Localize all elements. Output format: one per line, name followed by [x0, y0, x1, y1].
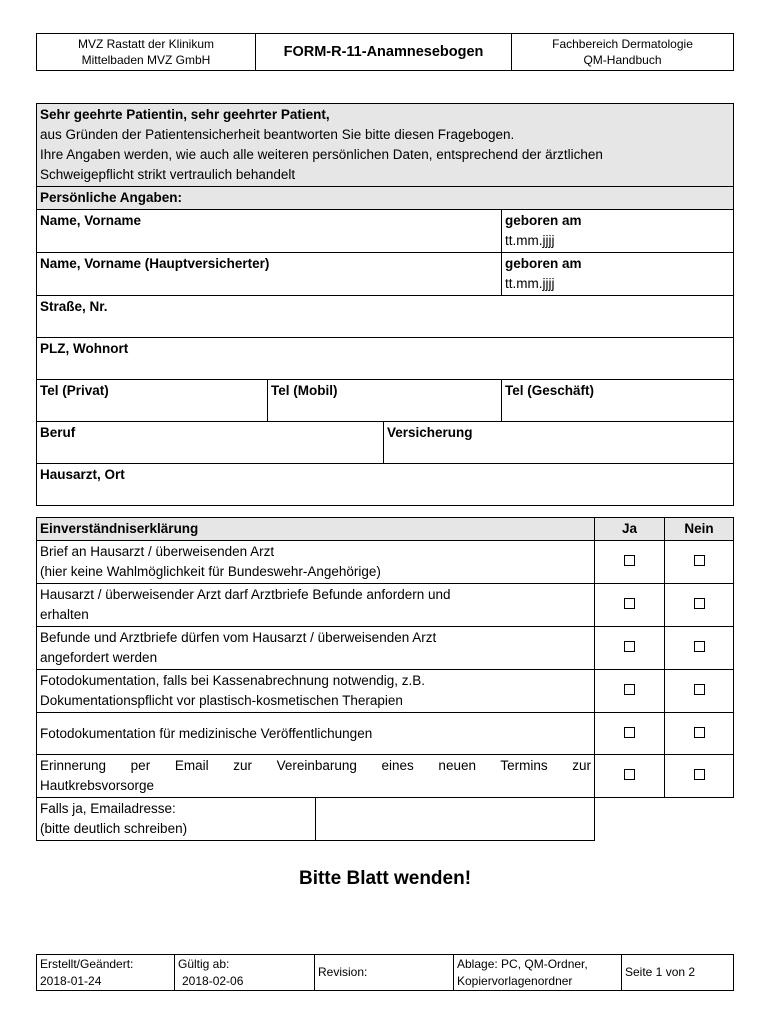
job-field[interactable]: Beruf	[37, 422, 384, 464]
no-checkbox[interactable]	[694, 684, 705, 695]
intro-text: Sehr geehrte Patientin, sehr geehrter Patient, aus Gründen der Patientensicherheit beantworten Sie bitte diesen Fragebogen. Ihre Angaben werden, wie auch alle weiteren persönlichen Daten, entsprechend der ärztlichen Schweigepflicht strikt vertraulich behandelt	[37, 104, 734, 187]
department: Fachbereich Dermatologie QM-Handbuch	[512, 34, 734, 71]
email-field[interactable]	[316, 798, 595, 841]
yes-checkbox[interactable]	[624, 727, 635, 738]
city-field[interactable]: PLZ, Wohnort	[37, 338, 734, 380]
no-checkbox[interactable]	[694, 727, 705, 738]
yes-checkbox[interactable]	[624, 684, 635, 695]
email-label: Falls ja, Emailadresse: (bitte deutlich schreiben)	[37, 798, 316, 841]
insurance-field[interactable]: Versicherung	[384, 422, 734, 464]
consent-item: Befunde und Arztbriefe dürfen vom Hausarzt / überweisenden Arzt angefordert werden	[37, 627, 595, 670]
gp-field[interactable]: Hausarzt, Ort	[37, 464, 734, 506]
revision-cell: Revision:	[315, 955, 454, 991]
consent-item: Brief an Hausarzt / überweisenden Arzt (hier keine Wahlmöglichkeit für Bundeswehr-Angehörige)	[37, 541, 595, 584]
name-field[interactable]: Name, Vorname	[37, 210, 502, 253]
date-placeholder: tt.mm.jjjj	[505, 233, 555, 248]
tel-business-field[interactable]: Tel (Geschäft)	[502, 380, 734, 422]
section-personal: Persönliche Angaben:	[37, 187, 734, 210]
yes-checkbox[interactable]	[624, 641, 635, 652]
yes-checkbox[interactable]	[624, 769, 635, 780]
page-number: Seite 1 von 2	[622, 955, 734, 991]
valid-cell: Gültig ab: 2018-02-06	[175, 955, 315, 991]
form-header	[36, 33, 734, 71]
form-title: FORM-R-11-Anamnesebogen	[256, 34, 512, 71]
turn-page-note: Bitte Blatt wenden!	[298, 868, 472, 889]
consent-item: Fotodokumentation für medizinische Veröffentlichungen	[37, 713, 595, 755]
street-field[interactable]: Straße, Nr.	[37, 296, 734, 338]
yes-header: Ja	[595, 518, 665, 541]
personal-data-table	[36, 103, 734, 506]
birthdate-field[interactable]: geboren am tt.mm.jjjj	[502, 210, 734, 253]
consent-table	[36, 517, 734, 841]
tel-private-field[interactable]: Tel (Privat)	[37, 380, 268, 422]
date-placeholder: tt.mm.jjjj	[505, 276, 555, 291]
consent-title: Einverständniserklärung	[37, 518, 595, 541]
greeting: Sehr geehrte Patientin, sehr geehrter Patient,	[40, 107, 330, 122]
insured-name-field[interactable]: Name, Vorname (Hauptversicherter)	[37, 253, 502, 296]
consent-item: Erinnerung per Email zur Vereinbarung eines neuen Termins zur Hautkrebsvorsorge	[37, 755, 595, 798]
no-header: Nein	[665, 518, 734, 541]
form-footer	[36, 954, 734, 991]
created-cell: Erstellt/Geändert: 2018-01-24	[37, 955, 175, 991]
no-checkbox[interactable]	[694, 641, 705, 652]
clinic-name: MVZ Rastatt der Klinikum Mittelbaden MVZ GmbH	[37, 34, 256, 71]
yes-checkbox[interactable]	[624, 555, 635, 566]
storage-cell: Ablage: PC, QM-Ordner, Kopiervorlagenordner	[454, 955, 622, 991]
yes-checkbox[interactable]	[624, 598, 635, 609]
consent-item: Fotodokumentation, falls bei Kassenabrechnung notwendig, z.B. Dokumentationspflicht vor plastisch-kosmetischen Therapien	[37, 670, 595, 713]
no-checkbox[interactable]	[694, 769, 705, 780]
insured-birthdate-field[interactable]: geboren am tt.mm.jjjj	[502, 253, 734, 296]
consent-item: Hausarzt / überweisender Arzt darf Arztbriefe Befunde anfordern und erhalten	[37, 584, 595, 627]
no-checkbox[interactable]	[694, 598, 705, 609]
no-checkbox[interactable]	[694, 555, 705, 566]
tel-mobile-field[interactable]: Tel (Mobil)	[268, 380, 502, 422]
